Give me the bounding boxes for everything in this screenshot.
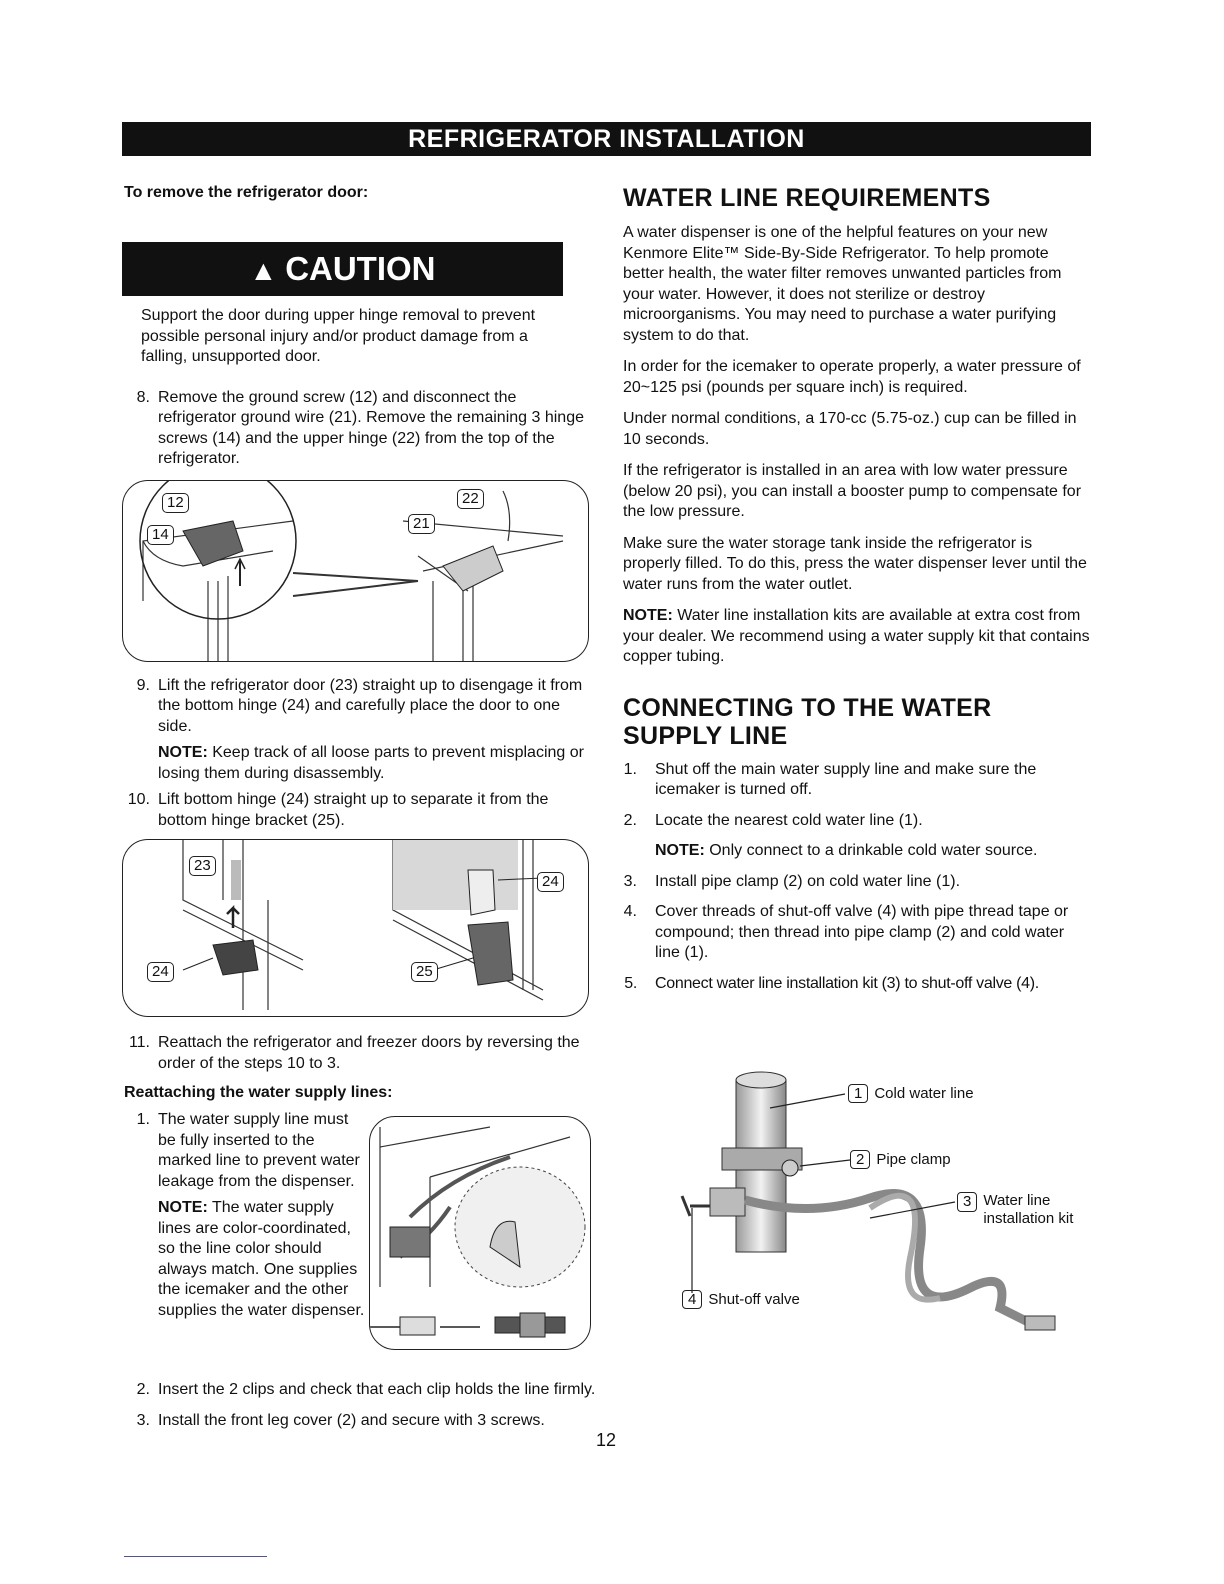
label-cold-water-line <box>848 1084 974 1103</box>
step-number: 1. <box>623 760 637 778</box>
door-steps-final <box>122 1033 602 1074</box>
water-line-illustration <box>370 1117 590 1349</box>
connecting-steps <box>623 760 1093 995</box>
step-10 <box>122 790 598 831</box>
paragraph-intro: A water dispenser is one of the helpful features on your new Kenmore Elite™ Side-By-Side Refrigerator. To help promote better health, the water filter removes unwanted particles from your water. However, it does not sterilize or destroy microorganisms. You may need to purchase a water purifying system to do that. <box>623 224 1062 344</box>
caution-label: CAUTION <box>285 250 436 287</box>
note-label: NOTE: <box>158 1199 208 1216</box>
step-number: 5. <box>624 974 637 992</box>
step-text: Lift bottom hinge (24) straight up to separate it from the bottom hinge bracket (25). <box>158 791 549 829</box>
step-number: 9. <box>136 676 150 694</box>
label-text: Shut-off valve <box>708 1291 800 1308</box>
callout-2: 2 <box>850 1150 870 1169</box>
water-connection-diagram <box>670 1068 1100 1338</box>
reattach-step-2 <box>122 1380 598 1401</box>
reattach-step-1-list <box>122 1110 367 1321</box>
connect-step-2-note <box>655 841 1093 862</box>
paragraph-pressure: In order for the icemaker to operate properly, a water pressure of 20~125 psi (pounds per square inch) is required. <box>623 358 1081 396</box>
note-text: Water line installation kits are available at extra cost from your dealer. We recommend using a water supply kit that contains copper tubing. <box>623 607 1090 665</box>
reattach-steps-2-3 <box>122 1380 602 1431</box>
callout-24-left: 24 <box>147 962 174 982</box>
label-shut-off-valve <box>682 1290 800 1309</box>
step-number: 3. <box>623 872 637 890</box>
label-text <box>983 1192 1073 1228</box>
label-pipe-clamp <box>850 1150 951 1169</box>
reattach-heading: Reattaching the water supply lines: <box>124 1084 393 1101</box>
connecting-heading: CONNECTING TO THE WATER SUPPLY LINE <box>623 693 992 750</box>
upper-hinge-illustration <box>123 481 588 661</box>
step-number: 1. <box>136 1111 150 1128</box>
left-column <box>122 178 602 1431</box>
callout-22: 22 <box>457 489 484 509</box>
step-text: Connect water line installation kit (3) to shut-off valve (4). <box>655 974 1039 992</box>
callout-1: 1 <box>848 1084 868 1103</box>
label-installation-kit <box>957 1192 1097 1228</box>
water-line-figure <box>369 1116 591 1350</box>
callout-14: 14 <box>147 525 174 545</box>
label-text: Cold water line <box>874 1085 974 1102</box>
water-line-requirements-heading: WATER LINE REQUIREMENTS <box>623 184 991 212</box>
step-11 <box>122 1033 598 1074</box>
paragraph-cup-fill: Under normal conditions, a 170-cc (5.75-oz.) cup can be filled in 10 seconds. <box>623 410 1077 448</box>
step-number: 8. <box>136 388 150 406</box>
section-banner: REFRIGERATOR INSTALLATION <box>122 122 1091 156</box>
label-line-1: Water line <box>983 1192 1051 1209</box>
label-text: Pipe clamp <box>876 1151 951 1168</box>
right-column <box>623 178 1093 994</box>
bottom-hinge-figure <box>122 839 589 1017</box>
connect-step-2 <box>623 811 1093 862</box>
connect-step-1 <box>623 760 1093 801</box>
caution-text: Support the door during upper hinge removal to prevent possible personal injury and/or product damage from a falling, unsupported door. <box>141 307 536 365</box>
door-removal-heading: To remove the refrigerator door: <box>124 184 369 201</box>
paragraph-storage-tank: Make sure the water storage tank inside the refrigerator is properly filled. To do this, press the water dispenser lever until the water runs from the water outlet. <box>623 534 1087 593</box>
callout-12: 12 <box>162 493 189 513</box>
warning-triangle-icon: ▲ <box>249 255 278 286</box>
note-text: Keep track of all loose parts to prevent misplacing or losing them during disassembly. <box>158 744 584 782</box>
connect-step-5 <box>623 974 1093 995</box>
step-text: Install the front leg cover (2) and secure with 3 screws. <box>158 1411 545 1429</box>
upper-hinge-figure <box>122 480 589 662</box>
paragraph-note-kits <box>623 606 1093 668</box>
step-text: Locate the nearest cold water line (1). <box>655 811 923 829</box>
callout-21: 21 <box>408 514 435 534</box>
callout-3: 3 <box>957 1192 977 1212</box>
note-text: The water supply lines are color-coordinated, so the line color should always match. One supplies the icemaker and the other supplies the water dispenser. <box>158 1199 365 1319</box>
callout-23: 23 <box>189 856 216 876</box>
step-text: Insert the 2 clips and check that each clip holds the line firmly. <box>158 1381 596 1398</box>
step-9 <box>122 676 598 785</box>
callout-24-right: 24 <box>537 872 564 892</box>
step-number: 10. <box>127 791 150 808</box>
page-number: 12 <box>596 1430 617 1450</box>
step-9-note <box>158 743 598 784</box>
connect-step-4 <box>623 902 1093 964</box>
step-number: 4. <box>623 903 637 920</box>
step-number: 2. <box>623 811 637 829</box>
step-number: 3. <box>136 1411 150 1429</box>
step-text: Install pipe clamp (2) on cold water line (1). <box>655 872 961 890</box>
callout-4: 4 <box>682 1290 702 1309</box>
note-label: NOTE: <box>623 607 673 624</box>
reattach-block <box>122 1110 602 1380</box>
note-label: NOTE: <box>158 744 208 761</box>
connect-step-3 <box>623 872 1093 893</box>
door-steps-continued <box>122 676 602 832</box>
paragraph-booster-pump: If the refrigerator is installed in an area with low water pressure (below 20 psi), you can install a booster pump to compensate for the low pressure. <box>623 462 1082 520</box>
step-text: Remove the ground screw (12) and disconnect the refrigerator ground wire (21). Remove the remaining 3 hinge screws (14) and the upper hinge (22) from the top of the refrigerator. <box>158 388 584 467</box>
step-text: Shut off the main water supply line and make sure the icemaker is turned off. <box>655 760 1037 798</box>
step-text: The water supply line must be fully inserted to the marked line to prevent water leakage from the dispenser. <box>158 1111 360 1190</box>
step-number: 11. <box>128 1034 150 1051</box>
caution-banner <box>122 242 563 296</box>
bottom-rule <box>124 1556 267 1557</box>
step-text: Reattach the refrigerator and freezer doors by reversing the order of the steps 10 to 3. <box>158 1034 580 1072</box>
step-number: 2. <box>136 1381 150 1398</box>
label-line-2: installation kit <box>983 1210 1074 1227</box>
step-text: Cover threads of shut-off valve (4) with pipe thread tape or compound; then thread into pipe clamp (2) and cold water line (1). <box>655 903 1069 961</box>
note-label: NOTE: <box>655 842 705 859</box>
door-steps <box>122 388 602 470</box>
callout-25: 25 <box>411 962 438 982</box>
reattach-step-3 <box>122 1411 618 1432</box>
step-text: Lift the refrigerator door (23) straight up to disengage it from the bottom hinge (24) and carefully place the door to one side. <box>158 676 583 735</box>
reattach-step-1 <box>122 1110 367 1321</box>
note-text: Only connect to a drinkable cold water source. <box>709 842 1038 859</box>
step-8 <box>122 388 598 470</box>
reattach-note <box>158 1198 367 1321</box>
